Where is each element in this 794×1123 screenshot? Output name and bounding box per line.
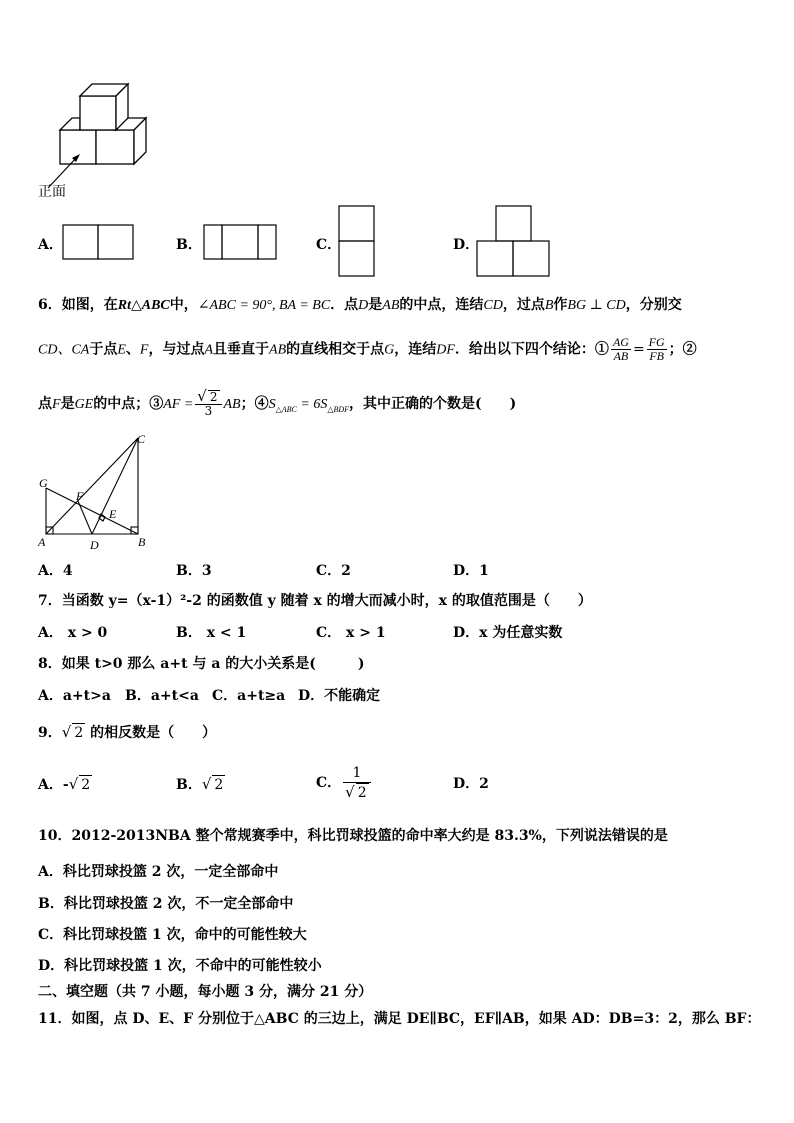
q9-answer-c: C． $\frac{1}{√ 2}$ — [316, 764, 373, 802]
q10-answer-b: B．科比罚球投篮 2 次，不一定全部命中 — [38, 896, 294, 912]
q7-answer-a: A． x > 0 — [38, 625, 108, 641]
q5-option-b-label: B． — [176, 237, 202, 253]
q7-answer-b: B． x < 1 — [176, 625, 247, 641]
q6-line-2: CD、CA于点E、F，与过点A且垂直于AB的直线相交于点G，连结DF．给出以下四个结论：① $\frac{AG}{AB}$ = $\frac{FG}{FB}$ ；② — [38, 335, 697, 363]
q6-answer-b: B．3 — [176, 563, 212, 579]
q5-option-a-figure — [62, 224, 136, 262]
q6-answer-c: C．2 — [316, 563, 351, 579]
q7-stem: 7．当函数 y=（x-1）²-2 的函数值 y 随着 x 的增大而减小时，x 的取值范围是（ ） — [38, 593, 592, 609]
q6-answer-a: A．4 — [38, 563, 73, 579]
q6-line-3: 点F是GE的中点；③AF = $\frac{√ 2}{3}$ AB；$④S_{\triangle ABC} = 6S_{\triangle BDF}$，其中正确的个数是( ) — [38, 387, 517, 418]
q8-answer-d: D．不能确定 — [298, 688, 381, 704]
triangle-figure — [34, 430, 154, 554]
label-b: B — [138, 535, 146, 549]
label-f: F — [76, 489, 84, 503]
q5-option-d-figure — [476, 205, 552, 279]
q5-option-a-label: A． — [38, 237, 63, 253]
q9-answer-a: A．-√ 2 — [38, 775, 91, 793]
q10-answer-a: A．科比罚球投篮 2 次，一定全部命中 — [38, 864, 279, 880]
label-g: G — [39, 476, 48, 490]
q11-stem: 11．如图，点 D、E、F 分别位于△ABC 的三边上，满足 DE∥BC，EF∥AB，如果 AD：DB=3：2，那么 BF： — [38, 1011, 761, 1027]
q5-option-c-figure — [338, 205, 378, 279]
q8-answer-c: C．a+t≥a — [212, 688, 286, 704]
fraction-ag-ab: $\frac{AG}{AB}$ — [612, 335, 629, 363]
q8-stem: 8．如果 t>0 那么 a+t 与 a 的大小关系是( ) — [38, 656, 365, 672]
front-view-label: 正面 — [38, 184, 66, 200]
q10-stem: 10．2012-2013NBA 整个常规赛季中，科比罚球投篮的命中率大约是 83.3%，下列说法错误的是 — [38, 828, 668, 844]
q5-option-c-label: C． — [316, 237, 342, 253]
q5-option-b-figure — [203, 224, 279, 262]
q7-answer-c: C． x > 1 — [316, 625, 386, 641]
q6-line-1: 6．如图，在Rt△ABC中，∠ABC = 90°, BA = BC．点D是AB的中点，连结CD，过点B作BG ⊥ CD，分别交 — [38, 297, 682, 313]
q7-answer-d: D．x 为任意实数 — [453, 625, 563, 641]
q10-answer-c: C．科比罚球投篮 1 次，命中的可能性较大 — [38, 927, 307, 943]
q8-answer-a: A．a+t>a — [38, 688, 111, 704]
q10-answer-d: D．科比罚球投篮 1 次，不命中的可能性较小 — [38, 958, 322, 974]
section-title-fill-in: 二、填空题（共 7 小题，每小题 3 分，满分 21 分） — [38, 984, 373, 1000]
q9-stem: 9．√ 2 的相反数是（ ） — [38, 723, 217, 741]
label-d: D — [90, 538, 99, 552]
label-e: E — [109, 507, 117, 521]
label-c: C — [137, 432, 146, 446]
q6-answer-d: D．1 — [453, 563, 489, 579]
q9-answer-b: B．√ 2 — [176, 775, 224, 793]
q8-answer-b: B．a+t<a — [125, 688, 199, 704]
q9-answer-d: D．2 — [453, 776, 489, 792]
q5-option-d-label: D． — [453, 237, 480, 253]
label-a: A — [38, 535, 46, 549]
fraction-sqrt2-over-3: $\frac{√ 2}{3}$ — [195, 390, 221, 418]
fraction-fg-fb: $\frac{FG}{FB}$ — [648, 335, 665, 363]
